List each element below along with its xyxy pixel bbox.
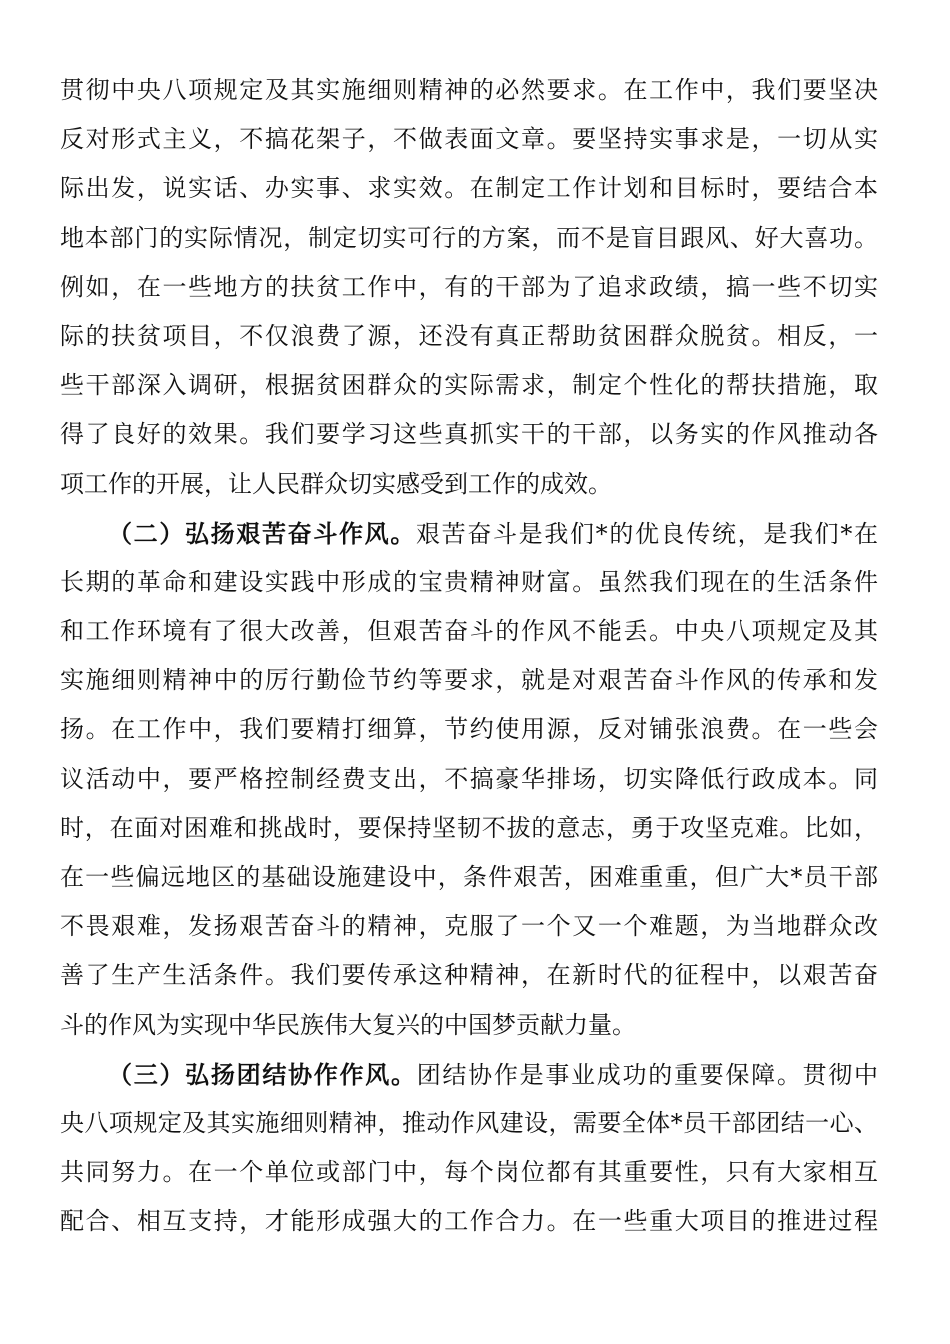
text-line: 扬。在工作中，我们要精打细算，节约使用源，反对铺张浪费。在一些会 bbox=[60, 715, 878, 744]
text-run: 团结协作是事业成功的重要保障。贯彻中 bbox=[416, 1060, 879, 1089]
paragraph-1 bbox=[60, 66, 878, 509]
text-line: 善了生产生活条件。我们要传承这种精神，在新时代的征程中，以艰苦奋 bbox=[60, 961, 878, 990]
text-line: 实施细则精神中的厉行勤俭节约等要求，就是对艰苦奋斗作风的传承和发 bbox=[60, 666, 878, 695]
text-line: 些干部深入调研，根据贫困群众的实际需求，制定个性化的帮扶措施，取 bbox=[60, 371, 878, 400]
text-line: 反对形式主义，不搞花架子，不做表面文章。要坚持实事求是，一切从实 bbox=[60, 125, 878, 154]
text-line: 地本部门的实际情况，制定切实可行的方案，而不是盲目跟风、好大喜功。 bbox=[60, 223, 878, 252]
section-heading: （三）弘扬团结协作作风。 bbox=[108, 1059, 417, 1089]
text-line: 斗的作风为实现中华民族伟大复兴的中国梦贡献力量。 bbox=[60, 1010, 636, 1039]
text-line: 得了良好的效果。我们要学习这些真抓实干的干部，以务实的作风推动各 bbox=[60, 420, 878, 449]
text-line: 不畏艰难，发扬艰苦奋斗的精神，克服了一个又一个难题，为当地群众改 bbox=[60, 912, 878, 941]
paragraph-2 bbox=[60, 509, 878, 1050]
text-line: 贯彻中央八项规定及其实施细则精神的必然要求。在工作中，我们要坚决 bbox=[60, 76, 878, 104]
text-line: 际出发，说实话、办实事、求实效。在制定工作计划和目标时，要结合本 bbox=[60, 174, 878, 203]
text-line bbox=[60, 1050, 878, 1099]
text-line: 际的扶贫项目，不仅浪费了源，还没有真正帮助贫困群众脱贫。相反，一 bbox=[60, 321, 878, 350]
text-line bbox=[60, 509, 878, 558]
text-line: 在一些偏远地区的基础设施建设中，条件艰苦，困难重重，但广大*员干部 bbox=[60, 863, 878, 891]
text-line: 议活动中，要严格控制经费支出，不搞豪华排场，切实降低行政成本。同 bbox=[60, 764, 878, 793]
text-line: 项工作的开展，让人民群众切实感受到工作的成效。 bbox=[60, 469, 612, 498]
text-line: 央八项规定及其实施细则精神，推动作风建设，需要全体*员干部团结一心、 bbox=[60, 1108, 878, 1137]
text-run: 艰苦奋斗是我们*的优良传统，是我们*在 bbox=[416, 519, 878, 548]
text-line: 时，在面对困难和挑战时，要保持坚韧不拔的意志，勇于攻坚克难。比如， bbox=[60, 813, 878, 842]
text-line: 和工作环境有了很大改善，但艰苦奋斗的作风不能丢。中央八项规定及其 bbox=[60, 617, 878, 646]
text-line: 长期的革命和建设实践中形成的宝贵精神财富。虽然我们现在的生活条件 bbox=[60, 567, 878, 596]
body-text bbox=[60, 66, 878, 1247]
section-heading: （二）弘扬艰苦奋斗作风。 bbox=[108, 518, 416, 548]
paragraph-3 bbox=[60, 1050, 878, 1247]
text-line: 配合、相互支持，才能形成强大的工作合力。在一些重大项目的推进过程 bbox=[60, 1207, 878, 1236]
text-line: 共同努力。在一个单位或部门中，每个岗位都有其重要性，只有大家相互 bbox=[60, 1158, 878, 1187]
text-line: 例如，在一些地方的扶贫工作中，有的干部为了追求政绩，搞一些不切实 bbox=[60, 272, 878, 301]
